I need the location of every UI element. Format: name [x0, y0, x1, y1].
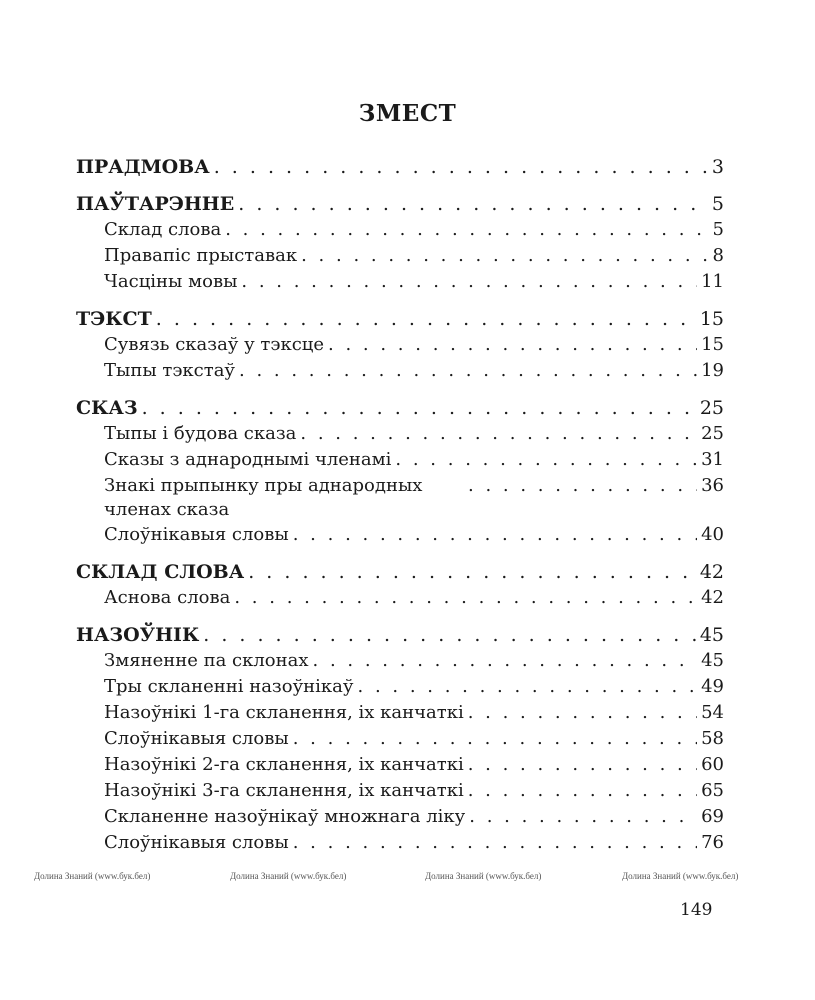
entry-title: Тыпы тэкстаў [104, 360, 236, 381]
entry-page: 31 [701, 449, 724, 470]
page-title: ЗМЕСТ [358, 100, 457, 127]
watermark-text: Долина Знаний (www.бук.бел) [425, 871, 542, 881]
toc-entry[interactable] [76, 700, 724, 726]
toc-entry[interactable] [76, 522, 724, 548]
toc-entry[interactable] [76, 830, 724, 856]
dot-leader [465, 804, 697, 830]
dot-leader [309, 648, 698, 674]
entry-title: СКАЗ [76, 397, 138, 419]
dot-leader [221, 217, 708, 243]
entry-page: 15 [699, 308, 724, 330]
dot-leader [235, 358, 697, 384]
dot-leader [244, 559, 696, 585]
toc-chapter[interactable] [76, 622, 724, 648]
entry-title: Слоўнікавыя словы [104, 728, 289, 749]
toc-chapter[interactable] [76, 395, 724, 421]
dot-leader [391, 447, 697, 473]
toc-entry[interactable] [76, 473, 724, 522]
entry-page: 11 [701, 271, 724, 292]
dot-leader [464, 778, 697, 804]
toc-section [76, 559, 724, 611]
dot-leader [234, 191, 708, 217]
entry-page: 25 [699, 397, 724, 419]
entry-page: 19 [701, 360, 724, 381]
toc-section [76, 622, 724, 856]
dot-leader [289, 522, 697, 548]
toc-entry[interactable] [76, 421, 724, 447]
entry-page: 65 [701, 780, 724, 801]
entry-title: НАЗОЎНІК [76, 624, 200, 646]
entry-title: Аснова слова [104, 587, 231, 608]
toc-chapter[interactable] [76, 559, 724, 585]
toc-entry[interactable] [76, 269, 724, 295]
entry-page: 40 [701, 524, 724, 545]
dot-leader [230, 585, 697, 611]
toc-chapter[interactable] [76, 306, 724, 332]
entry-title: ПАЎТАРЭННЕ [76, 193, 235, 215]
entry-title: СКЛАД СЛОВА [76, 561, 245, 583]
dot-leader [237, 269, 697, 295]
entry-page: 76 [701, 832, 724, 853]
dot-leader [297, 243, 708, 269]
toc-entry[interactable] [76, 752, 724, 778]
entry-page: 45 [699, 624, 724, 646]
entry-title: ТЭКСТ [76, 308, 152, 330]
toc-entry[interactable] [76, 358, 724, 384]
dot-leader [289, 726, 697, 752]
entry-page: 5 [712, 219, 724, 240]
entry-title: Назоўнікі 1-га скланення, іх канчаткі [104, 702, 464, 723]
entry-title: Часціны мовы [104, 271, 238, 292]
entry-page: 49 [701, 676, 724, 697]
entry-title: Правапіс прыставак [104, 245, 298, 266]
dot-leader [464, 700, 697, 726]
dot-leader [138, 395, 696, 421]
toc-section [76, 154, 724, 180]
toc-entry[interactable] [76, 674, 724, 700]
toc-chapter[interactable] [76, 154, 724, 180]
table-of-contents [76, 154, 724, 867]
entry-page: 3 [711, 156, 724, 178]
dot-leader [199, 622, 696, 648]
watermark-text: Долина Знаний (www.бук.бел) [34, 871, 151, 881]
watermark [0, 868, 815, 884]
entry-title: Змяненне па склонах [104, 650, 309, 671]
dot-leader [464, 752, 697, 778]
toc-entry[interactable] [76, 585, 724, 611]
watermark-text: Долина Знаний (www.бук.бел) [622, 871, 739, 881]
dot-leader [354, 674, 698, 700]
toc-section [76, 306, 724, 384]
entry-title: Сувязь сказаў у тэксце [104, 334, 325, 355]
entry-page: 60 [701, 754, 724, 775]
entry-page: 25 [701, 423, 724, 444]
entry-page: 8 [712, 245, 724, 266]
entry-page: 58 [701, 728, 724, 749]
entry-page: 36 [701, 475, 724, 496]
toc-entry[interactable] [76, 332, 724, 358]
entry-page: 15 [701, 334, 724, 355]
dot-leader [324, 332, 697, 358]
toc-entry[interactable] [76, 648, 724, 674]
entry-title: Слоўнікавыя словы [104, 832, 289, 853]
entry-page: 69 [701, 806, 724, 827]
entry-page: 54 [701, 702, 724, 723]
dot-leader [210, 154, 708, 180]
entry-title: ПРАДМОВА [76, 156, 210, 178]
toc-section [76, 395, 724, 548]
entry-title: Тыпы і будова сказа [104, 423, 297, 444]
dot-leader [464, 473, 697, 499]
dot-leader [152, 306, 696, 332]
entry-title: Знакі прыпынку пры аднародных членах сказа [104, 475, 423, 520]
entry-title: Тры скланенні назоўнікаў [104, 676, 354, 697]
toc-entry[interactable] [76, 778, 724, 804]
entry-title: Назоўнікі 3-га скланення, іх канчаткі [104, 780, 464, 801]
toc-entry[interactable] [76, 243, 724, 269]
entry-title: Скланенне назоўнікаў множнага ліку [104, 806, 466, 827]
dot-leader [296, 421, 697, 447]
entry-page: 45 [701, 650, 724, 671]
toc-entry[interactable] [76, 804, 724, 830]
entry-page: 42 [701, 587, 724, 608]
page-number: 149 [680, 900, 713, 920]
toc-entry[interactable] [76, 217, 724, 243]
watermark-text: Долина Знаний (www.бук.бел) [230, 871, 347, 881]
toc-chapter[interactable] [76, 191, 724, 217]
dot-leader [289, 830, 697, 856]
entry-page: 5 [711, 193, 724, 215]
entry-title: Сказы з аднароднымі членамі [104, 449, 392, 470]
entry-page: 42 [699, 561, 724, 583]
entry-title: Слоўнікавыя словы [104, 524, 289, 545]
entry-title: Склад слова [104, 219, 222, 240]
toc-entry[interactable] [76, 447, 724, 473]
toc-section [76, 191, 724, 295]
entry-title: Назоўнікі 2-га скланення, іх канчаткі [104, 754, 464, 775]
toc-entry[interactable] [76, 726, 724, 752]
